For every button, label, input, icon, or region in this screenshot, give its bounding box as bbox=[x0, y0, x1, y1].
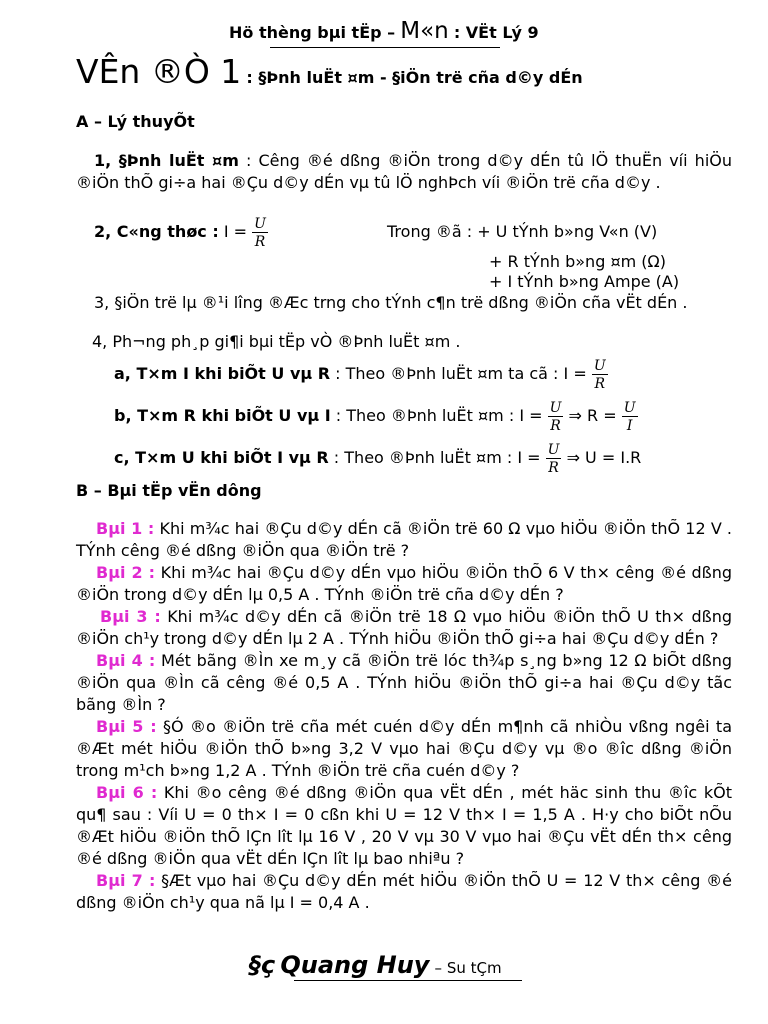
header-suffix: : VËt Lý 9 bbox=[453, 23, 539, 42]
method-c-fraction bbox=[546, 443, 562, 475]
theory-item-1-text: : Cêng ®é dßng ®iÖn trong d©y dÉn tû lÖ thuËn víi hiÖu ®iÖn thÕ gi÷a hai ®Çu d©y dÉn vµ tû lÖ nghÞch víi ®iÖn trë cña d©y . bbox=[76, 151, 732, 192]
method-a-fraction bbox=[592, 359, 608, 391]
method-a-label: a, T×m I khi biÕt U vµ R bbox=[114, 364, 331, 383]
exercise-text: Khi m¾c hai ®Çu d©y dÉn vµo hiÖu ®iÖn thÕ 6 V th× cêng ®é dßng ®iÖn trong d©y dÉn lµ 0,5 A . TÝnh ®iÖn trë cña d©y dÉn ? bbox=[76, 563, 733, 604]
unit-line-u: Trong ®ã : + U tÝnh b»ng V«n (V) bbox=[387, 222, 658, 241]
exercise-item bbox=[76, 606, 732, 650]
unit-line-i: + I tÝnh b»ng Ampe (A) bbox=[489, 272, 680, 291]
theory-heading: A – Lý thuyÕt bbox=[76, 112, 195, 131]
formula-lhs: I = bbox=[223, 222, 248, 241]
frac-denominator: R bbox=[254, 233, 266, 250]
method-b-result: ⇒ R = bbox=[568, 406, 617, 425]
theory-item-4: 4, Ph¬ng ph¸p gi¶i bµi tËp vÒ ®Þnh luËt ¤m . bbox=[92, 332, 461, 351]
exercise-item bbox=[76, 518, 732, 562]
author-prefix: §ç bbox=[249, 951, 276, 979]
theory-item-1-label: 1, §Þnh luËt ¤m bbox=[94, 151, 239, 170]
formula-fraction bbox=[252, 217, 268, 249]
method-b-text: : Theo ®Þnh luËt ¤m : I = bbox=[330, 406, 543, 425]
exercise-item bbox=[76, 562, 732, 606]
exercise-label: Bµi 4 : bbox=[96, 651, 156, 670]
method-c-text: : Theo ®Þnh luËt ¤m : I = bbox=[328, 448, 541, 467]
header-prefix: Hö thèng bµi tËp – bbox=[229, 23, 396, 42]
exercise-text: §Ó ®o ®iÖn trë cña mét cuén d©y dÉn m¶nh cã nhiÒu vßng ngêi ta ®Æt mét hiÖu ®iÖn thÕ b»ng 3,2 V vµo hai ®Çu d©y vµ ®o ®îc dßng ®iÖn trong m¹ch b»ng 1,2 A . TÝnh ®iÖn trë cña cuén d©y ? bbox=[76, 717, 733, 780]
topic-name: : §Þnh luËt ¤m - §iÖn trë cña d©y dÉn bbox=[246, 68, 583, 87]
author-role: – Su tÇm bbox=[434, 959, 502, 977]
exercise-item bbox=[76, 870, 732, 914]
exercise-label: Bµi 7 : bbox=[96, 871, 156, 890]
method-c-result: ⇒ U = I.R bbox=[566, 448, 642, 467]
unit-line-r: + R tÝnh b»ng ¤m (Ω) bbox=[489, 252, 666, 271]
exercise-text: Khi ®o cêng ®é dßng ®iÖn qua vËt dÉn , mét häc sinh thu ®îc kÕt qu¶ sau : Víi U = 0 th× I = 0 cßn khi U = 12 V th× I = 1,5 A . H·y cho biÕt nÕu ®Æt hiÖu ®iÖn thÕ lÇn lît lµ 16 V , 20 V vµ 30 V vµo hai ®Çu vËt dÉn th× cêng ®é dßng ®iÖn qua vËt dÉn lÇn lît lµ bao nhiªu ? bbox=[76, 783, 732, 868]
exercise-text: §Æt vµo hai ®Çu d©y dÉn mét hiÖu ®iÖn thÕ U = 12 V th× cêng ®é dßng ®iÖn ch¹y qua nã lµ I = 0,4 A . bbox=[76, 871, 732, 912]
formula-line bbox=[94, 212, 268, 252]
method-c-label: c, T×m U khi biÕt I vµ R bbox=[114, 448, 329, 467]
method-b-label: b, T×m R khi biÕt U vµ I bbox=[114, 406, 331, 425]
frac-denominator: R bbox=[594, 375, 605, 392]
exercise-label: Bµi 5 : bbox=[96, 717, 157, 736]
frac-numerator: U bbox=[254, 215, 266, 232]
frac-numerator: U bbox=[547, 441, 560, 458]
method-b bbox=[114, 396, 638, 436]
exercise-text: Mét bãng ®Ìn xe m¸y cã ®iÖn trë lóc th¾p s¸ng b»ng 12 Ω biÕt dßng ®iÖn qua ®Ìn cã cêng ®é 0,5 A . TÝnh hiÖu ®iÖn thÕ gi÷a hai ®Çu d©y tãc bãng ®Ìn ? bbox=[76, 651, 733, 714]
method-b-fraction bbox=[548, 401, 564, 433]
frac-numerator: U bbox=[549, 399, 562, 416]
theory-item-1 bbox=[76, 150, 732, 194]
exercise-list bbox=[76, 518, 732, 914]
exercise-label: Bµi 6 : bbox=[96, 783, 158, 802]
topic-number: VÊn ®Ò 1 bbox=[76, 52, 242, 91]
frac-numerator: U bbox=[593, 357, 606, 374]
method-c bbox=[114, 438, 641, 478]
exercise-label: Bµi 2 : bbox=[96, 563, 156, 582]
author-underline bbox=[294, 980, 522, 981]
author-name: Quang Huy bbox=[280, 951, 430, 979]
frac-denominator: I bbox=[626, 417, 633, 434]
frac-numerator: U bbox=[623, 399, 636, 416]
header-subject: M«n bbox=[400, 18, 449, 44]
exercise-label: Bµi 3 : bbox=[100, 607, 161, 626]
method-a-text: : Theo ®Þnh luËt ¤m ta cã : I = bbox=[330, 364, 587, 383]
exercise-text: Khi m¾c d©y dÉn cã ®iÖn trë 18 Ω vµo hiÖu ®iÖn thÕ U th× dßng ®iÖn ch¹y trong d©y dÉn lµ 2 A . TÝnh hiÖu ®iÖn thÕ gi÷a hai ®Çu d©y dÉn ? bbox=[76, 607, 733, 648]
exercise-item bbox=[76, 782, 732, 870]
exercise-item bbox=[76, 716, 732, 782]
exercise-item bbox=[76, 650, 732, 716]
method-a bbox=[114, 354, 608, 394]
exercises-heading: B – Bµi tËp vËn dông bbox=[76, 481, 262, 500]
method-b-result-fraction bbox=[622, 401, 638, 433]
exercise-label: Bµi 1 : bbox=[96, 519, 155, 538]
frac-denominator: R bbox=[550, 417, 561, 434]
topic-title bbox=[76, 52, 583, 91]
exercise-text: Khi m¾c hai ®Çu d©y dÉn cã ®iÖn trë 60 Ω vµo hiÖu ®iÖn thÕ 12 V . TÝnh cêng ®é dßng ®iÖn qua ®iÖn trë ? bbox=[76, 519, 733, 560]
formula-label: 2, C«ng thøc : bbox=[94, 222, 219, 241]
header-underline bbox=[270, 47, 500, 48]
theory-item-3: 3, §iÖn trë lµ ®¹i lîng ®Æc trng cho tÝnh c¶n trë dßng ®iÖn cña vËt dÉn . bbox=[94, 293, 688, 312]
frac-denominator: R bbox=[548, 459, 559, 476]
page-header bbox=[229, 18, 539, 44]
